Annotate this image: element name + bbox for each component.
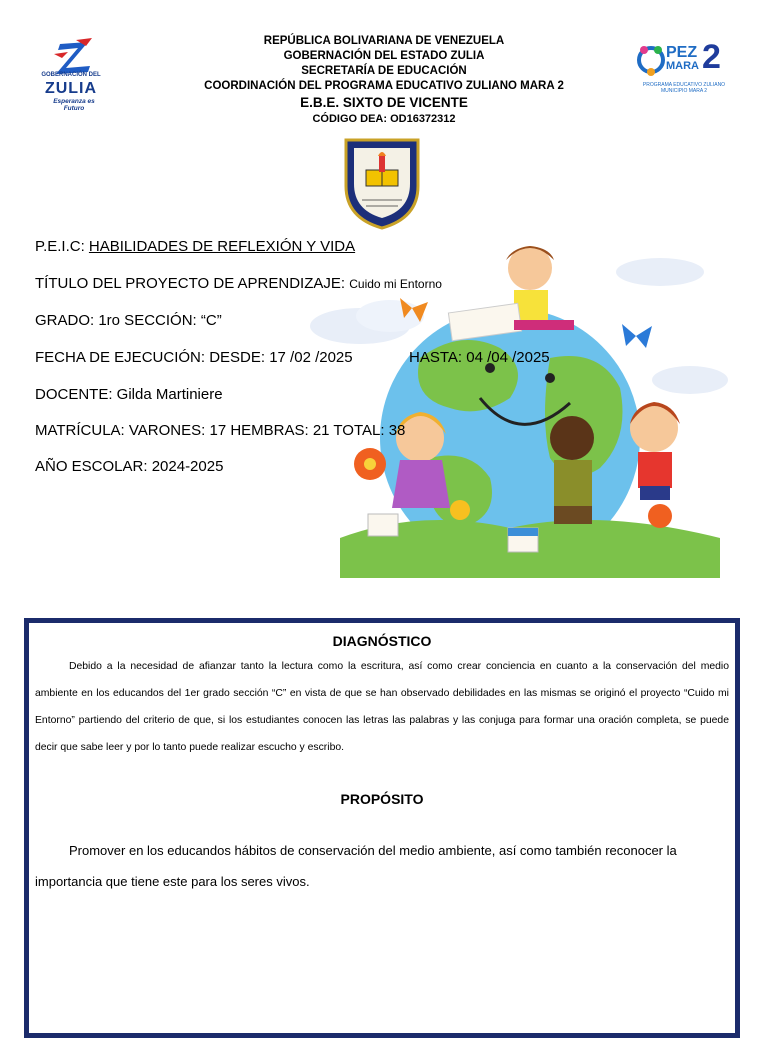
shield-crest-icon	[342, 134, 422, 230]
peic-line	[35, 238, 355, 256]
logo-right-pez: PEZ	[666, 44, 698, 61]
grado-line: GRADO: 1ro SECCIÓN: “C”	[35, 312, 222, 329]
peic-label: P.E.I.C:	[35, 238, 89, 255]
document-header	[150, 34, 618, 127]
gobernacion-zulia-logo	[36, 38, 106, 112]
logo-left-name: ZULIA	[44, 80, 98, 97]
logo-right-mara: MARA	[666, 60, 699, 72]
titulo-line	[35, 275, 442, 293]
proposito-title: PROPÓSITO	[340, 791, 424, 807]
peic-value: HABILIDADES DE REFLEXIÓN Y VIDA	[88, 238, 356, 255]
logo-right-program: PROGRAMA EDUCATIVO ZULIANO MUNICIPIO MARA 2	[642, 82, 726, 94]
titulo-value: Cuido mi Entorno	[349, 277, 442, 291]
diagnostico-title: DIAGNÓSTICO	[332, 633, 432, 649]
matricula-line: MATRÍCULA: VARONES: 17 HEMBRAS: 21 TOTAL: 38	[35, 422, 406, 439]
titulo-label: TÍTULO DEL PROYECTO DE APRENDIZAJE:	[35, 275, 350, 292]
logo-right-number: 2	[702, 38, 721, 76]
people-circle-icon	[636, 42, 666, 78]
logo-left-gob-text: GOBERNACIÓN DEL	[41, 72, 101, 78]
fecha-desde-line: FECHA DE EJECUCIÓN: DESDE: 17 /02 /2025	[35, 349, 353, 366]
fecha-hasta-line: HASTA: 04 /04 /2025	[409, 349, 550, 366]
docente-line: DOCENTE: Gilda Martiniere	[35, 386, 223, 403]
header-line-republica: REPÚBLICA BOLIVARIANA DE VENEZUELA	[263, 35, 505, 47]
logo-left-tagline: Esperanza es Futuro	[53, 98, 95, 112]
proposito-text: Promover en los educandos hábitos de conservación del medio ambiente, así como también reconocer la importancia que tiene este para los seres vivos.	[35, 843, 677, 889]
header-line-secretaria: SECRETARÍA DE EDUCACIÓN	[301, 65, 467, 77]
header-line-gobernacion: GOBERNACIÓN DEL ESTADO ZULIA	[283, 50, 485, 62]
anio-escolar-line: AÑO ESCOLAR: 2024-2025	[35, 458, 224, 475]
header-line-coordinacion: COORDINACIÓN DEL PROGRAMA EDUCATIVO ZULIANO MARA 2	[204, 80, 564, 92]
school-crest-logo	[342, 134, 422, 230]
header-school-name: E.B.E. SIXTO DE VICENTE	[300, 95, 468, 110]
pez-mara2-logo	[636, 38, 732, 98]
diagnostico-text: Debido a la necesidad de afianzar tanto la lectura como la escritura, así como crear conciencia en cuanto a la conservación del medio ambiente en los educandos del 1er grado sección “C” en vista de que se han observado debilidades en las mismas se originó el proyecto “Cuido mi Entorno” partiendo del criterio de que, si los estudiantes conocen las letras las palabras y las conjuga para formar una oración completa, se puede decir que sabe leer y por lo tanto puede realizar escucho y escribo.	[35, 661, 729, 753]
diagnostico-proposito-box	[24, 618, 740, 1038]
header-dea-code: CÓDIGO DEA: OD16372312	[312, 113, 456, 125]
